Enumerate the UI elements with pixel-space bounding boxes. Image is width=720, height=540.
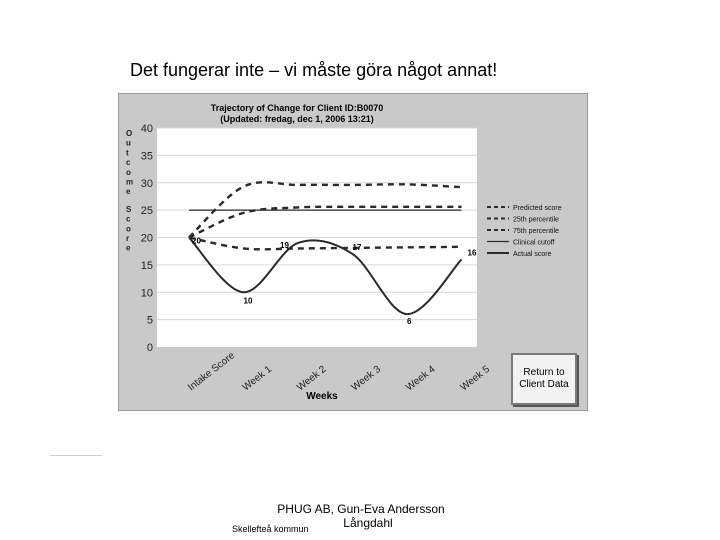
footer-line-2: Långdahl [343, 516, 393, 530]
y-tick-label: 5 [146, 314, 153, 327]
y-tick-label: 25 [140, 205, 153, 218]
y-axis-label: O u t c o m e S c o r e [126, 129, 134, 253]
legend-entry: Clinical cutoff [513, 239, 555, 247]
y-tick-label: 0 [146, 342, 153, 354]
chart-title: Trajectory of Change for Client ID:B0070 [210, 103, 384, 113]
legend-entry: 75th percentile [513, 228, 559, 235]
y-tick-label: 35 [140, 150, 153, 163]
x-tick-label: Intake Score [186, 350, 238, 394]
data-label: 19 [280, 240, 289, 250]
divider-line [50, 455, 102, 456]
y-tick-label: 15 [140, 259, 153, 272]
data-label: 16 [467, 248, 477, 258]
x-tick-label: Week 5 [458, 363, 492, 394]
legend-entry: 25th percentile [513, 216, 559, 224]
x-tick-label: Week 3 [349, 363, 383, 394]
y-tick-label: 40 [140, 123, 153, 135]
trajectory-chart-panel [118, 93, 588, 411]
data-label: 10 [243, 296, 253, 306]
chart-subtitle: (Updated: fredag, dec 1, 2006 13:21) [220, 114, 374, 124]
footer-credit [0, 502, 720, 530]
legend-entry: Actual score [513, 251, 552, 258]
data-label: 20 [192, 236, 201, 246]
y-tick-label: 10 [140, 287, 153, 300]
return-to-client-data-button[interactable] [511, 353, 577, 405]
return-button-label: Return to Client Data [519, 367, 569, 390]
legend-entry: Predicted score [513, 205, 562, 212]
data-label: 6 [407, 317, 412, 327]
x-tick-label: Week 4 [404, 363, 438, 394]
y-tick-label: 30 [140, 177, 153, 190]
slide-title: Det fungerar inte – vi måste göra något annat! [130, 60, 498, 80]
footer-municipality: Skellefteå kommun [232, 524, 309, 534]
footer-line-1: PHUG AB, Gun-Eva Andersson [277, 502, 445, 516]
x-axis-label: Weeks [306, 391, 338, 402]
y-tick-label: 20 [140, 232, 153, 245]
data-label: 17 [352, 242, 362, 252]
x-tick-label: Week 2 [295, 363, 329, 394]
x-tick-label: Week 1 [240, 363, 274, 394]
